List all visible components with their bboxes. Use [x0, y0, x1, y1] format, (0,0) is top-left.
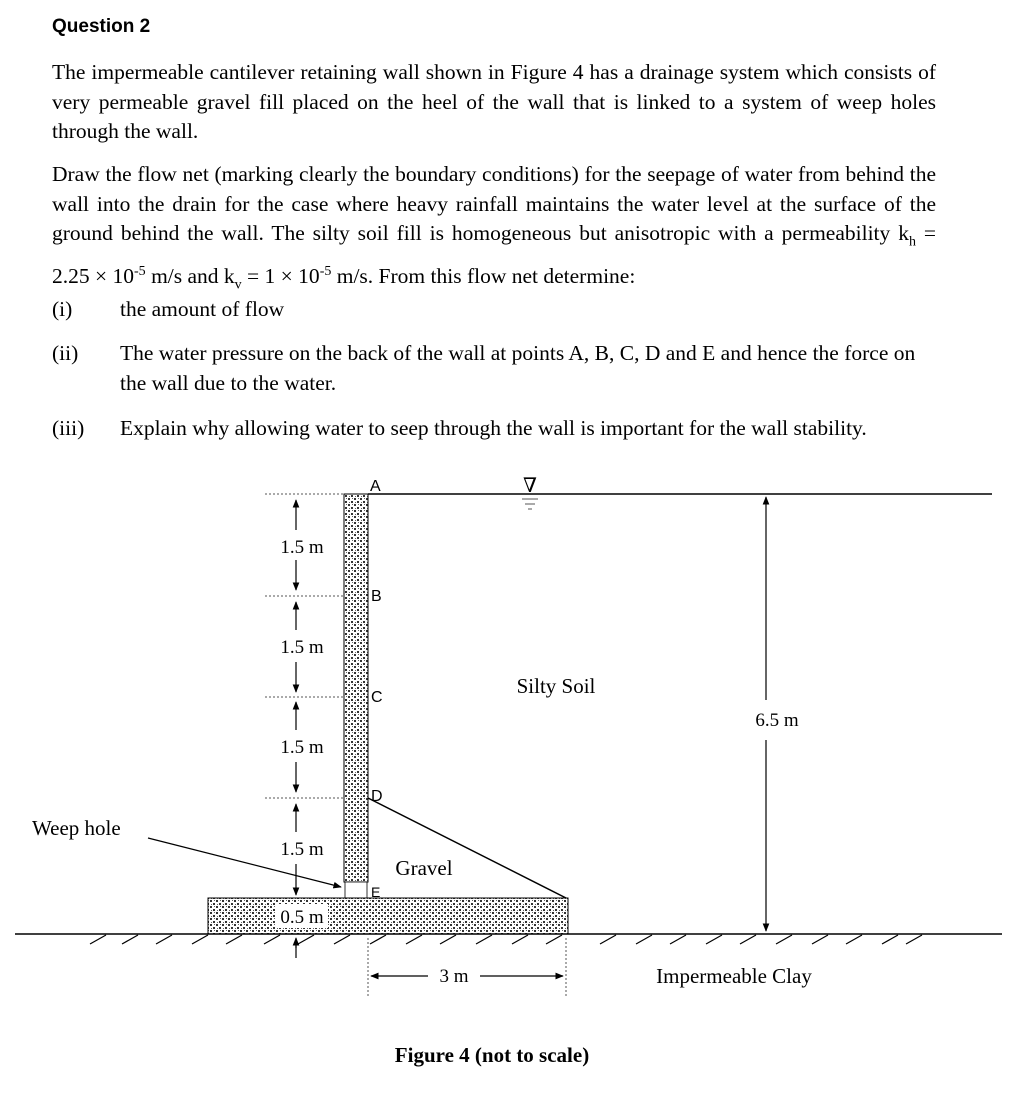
kv-value: = 1 × 10	[241, 263, 320, 288]
dim-label-4: 1.5 m	[280, 839, 324, 860]
kv-unit: m/s. From this flow net determine:	[331, 263, 636, 288]
silty-soil-label: Silty Soil	[516, 674, 596, 698]
dim-label-1: 1.5 m	[280, 537, 324, 558]
point-label-d: D	[371, 788, 383, 805]
weep-hole-opening	[345, 882, 367, 898]
kh-unit: m/s and	[145, 263, 224, 288]
kv-subscript: v	[234, 277, 242, 293]
point-label-b: B	[371, 588, 382, 605]
total-height-label: 6.5 m	[755, 710, 799, 731]
level-guides	[265, 596, 344, 798]
task-text: Draw the flow net (marking clearly the boundary conditions) for the seepage of water from behind the wall into the drain for the case where heavy rainfall maintains the water level at the surface of the ground behind the wall. The silty soil fill is homogeneous but anisotropic with a permeability	[52, 162, 936, 245]
item-text: Explain why allowing water to seep through the wall is important for the wall stability.	[120, 416, 867, 440]
item-text: The water pressure on the back of the wall at points A, B, C, D and E and hence the force on the wall due to the water.	[120, 341, 916, 395]
heel-length-label: 3 m	[439, 966, 469, 987]
item-number: (iii)	[52, 416, 85, 440]
task-paragraph	[52, 160, 936, 300]
point-label-e: E	[371, 884, 381, 900]
kv-exponent: -5	[319, 263, 332, 279]
kv-symbol: k	[223, 263, 235, 288]
wall-base-slab	[208, 898, 568, 934]
item-number: (ii)	[52, 341, 79, 365]
gravel-drain-boundary	[368, 798, 566, 898]
gravel-label: Gravel	[395, 856, 453, 880]
clay-label: Impermeable Clay	[656, 964, 812, 988]
water-table-marker	[522, 499, 538, 509]
base-thickness-label: 0.5 m	[280, 907, 324, 928]
dim-label-2: 1.5 m	[280, 637, 324, 658]
point-label-c: C	[371, 689, 383, 706]
clay-hatching	[90, 935, 922, 944]
figure-caption: Figure 4 (not to scale)	[394, 1043, 590, 1067]
kh-value: = 2.25 × 10	[52, 221, 936, 288]
item-number: (i)	[52, 297, 73, 321]
kh-symbol: k	[898, 221, 909, 245]
intro-paragraph: The impermeable cantilever retaining wall shown in Figure 4 has a drainage system which consists of very permeable gravel fill placed on the heel of the wall that is linked to a system of weep holes through the wall.	[52, 60, 936, 143]
item-text: the amount of flow	[120, 297, 285, 321]
point-label-a: A	[370, 478, 381, 495]
kh-exponent: -5	[134, 263, 146, 279]
wall-stem	[344, 494, 368, 882]
weep-hole-label: Weep hole	[32, 816, 121, 840]
question-heading: Question 2	[52, 16, 151, 37]
dim-label-3: 1.5 m	[280, 737, 324, 758]
kh-subscript: h	[908, 234, 916, 250]
figure-4-diagram	[0, 465, 1016, 1102]
water-table-symbol: ∇	[523, 475, 537, 497]
